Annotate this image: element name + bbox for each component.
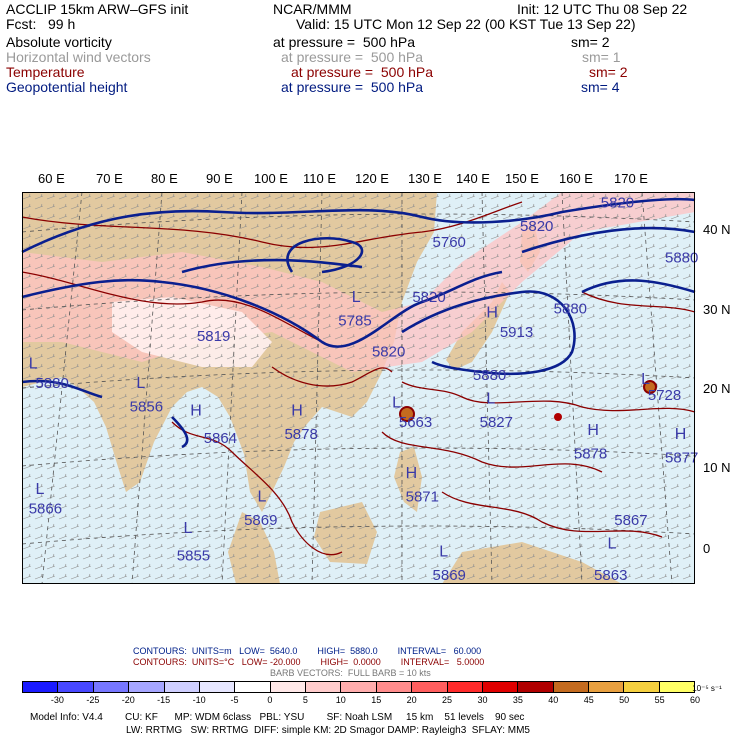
barb-vectors-info: BARB VECTORS: FULL BARB = 10 kts xyxy=(270,668,431,678)
height-label: 5855 xyxy=(176,547,211,565)
contours-height-info: CONTOURS: UNITS=m LOW= 5640.0 HIGH= 5880.0 INTERVAL= 60.000 xyxy=(133,646,482,656)
height-label: 5864 xyxy=(203,429,238,447)
height-label: 5877 xyxy=(665,449,699,467)
init-time: Init: 12 UTC Thu 08 Sep 22 xyxy=(517,1,688,17)
height-label: 5871 xyxy=(405,488,439,506)
vorticity-colorbar xyxy=(22,681,695,693)
colorbar-tick: -5 xyxy=(230,695,239,705)
high-center: H xyxy=(486,304,498,322)
height-label: 5867 xyxy=(614,512,648,530)
lon-label: 70 E xyxy=(96,171,123,186)
physics-info: LW: RRTMG SW: RRTMG DIFF: simple KM: 2D Smagor DAMP: Rayleigh3 SFLAY: MM5 xyxy=(126,725,530,736)
model-title: ACCLIP 15km ARW–GFS init xyxy=(6,1,189,17)
colorbar-swatch xyxy=(412,682,447,692)
lon-label: 60 E xyxy=(38,171,65,186)
vortex-marker xyxy=(554,413,562,421)
colorbar-tick: 15 xyxy=(371,695,382,705)
height-label: 5820 xyxy=(600,194,635,212)
lon-label: 150 E xyxy=(505,171,539,186)
height-label: 5880 xyxy=(553,300,588,318)
colorbar-tick: 50 xyxy=(619,695,630,705)
colorbar-tick: 5 xyxy=(302,695,308,705)
colorbar-swatch xyxy=(624,682,659,692)
colorbar-swatch xyxy=(554,682,589,692)
height-label: 5820 xyxy=(371,343,406,361)
colorbar-swatch xyxy=(129,682,164,692)
field-sm-vorticity: sm= 2 xyxy=(571,34,610,50)
lon-label: 170 E xyxy=(614,171,648,186)
colorbar-tick: -10 xyxy=(192,695,206,705)
colorbar-tick: 0 xyxy=(267,695,273,705)
colorbar-tick: 30 xyxy=(477,695,488,705)
contours-temp-info: CONTOURS: UNITS=°C LOW= -20.000 HIGH= 0.0000 INTERVAL= 5.0000 xyxy=(133,657,485,667)
colorbar-tick: 25 xyxy=(442,695,453,705)
high-center: H xyxy=(405,465,418,483)
low-center: L xyxy=(486,390,496,408)
colorbar-swatch xyxy=(271,682,306,692)
low-center: L xyxy=(257,488,267,506)
lon-label: 90 E xyxy=(206,171,233,186)
low-center: L xyxy=(35,480,45,498)
colorbar-tick: 35 xyxy=(512,695,523,705)
field-level-wind: at pressure = 500 hPa xyxy=(281,49,424,65)
field-level-temperature: at pressure = 500 hPa xyxy=(291,64,434,80)
lon-label: 140 E xyxy=(456,171,490,186)
colorbar-tick: -20 xyxy=(121,695,135,705)
height-label: 5856 xyxy=(129,398,164,416)
low-center: L xyxy=(607,535,617,553)
low-center: L xyxy=(392,394,402,412)
low-center: L xyxy=(351,288,361,306)
colorbar-swatch xyxy=(518,682,553,692)
height-label: 5820 xyxy=(520,218,554,236)
colorbar-swatch xyxy=(165,682,200,692)
field-name-height: Geopotential height xyxy=(6,79,128,95)
field-name-wind: Horizontal wind vectors xyxy=(6,49,151,65)
wind-barbs xyxy=(22,192,695,584)
colorbar-tick: 55 xyxy=(654,695,665,705)
height-label: 5880 xyxy=(35,375,69,392)
lat-label: 0 xyxy=(703,541,711,556)
colorbar-unit: 10⁻⁵ s⁻¹ xyxy=(692,684,722,693)
height-label: 5869 xyxy=(432,567,466,585)
colorbar-swatch xyxy=(58,682,93,692)
lon-label: 130 E xyxy=(408,171,442,186)
colorbar-swatch xyxy=(235,682,270,692)
low-center: L xyxy=(439,543,449,561)
low-center: L xyxy=(28,355,38,373)
height-label: 5913 xyxy=(499,324,534,342)
lat-label: 20 N xyxy=(703,381,731,396)
colorbar-swatch xyxy=(94,682,129,692)
lon-label: 110 E xyxy=(303,171,337,186)
height-label: 5878 xyxy=(284,425,318,443)
colorbar-tick: 45 xyxy=(583,695,594,705)
colorbar-tick: 60 xyxy=(689,695,701,705)
colorbar-swatch xyxy=(306,682,341,692)
colorbar-swatch xyxy=(23,682,58,692)
height-label: 5869 xyxy=(244,512,278,530)
height-label: 5663 xyxy=(398,414,433,432)
center-label: NCAR/MMM xyxy=(273,1,352,17)
field-level-vorticity: at pressure = 500 hPa xyxy=(273,34,416,50)
lat-label: 10 N xyxy=(703,460,731,475)
low-center: L xyxy=(183,520,193,538)
valid-time: Valid: 15 UTC Mon 12 Sep 22 (00 KST Tue 13 Sep 22) xyxy=(296,16,636,32)
colorbar-swatch xyxy=(341,682,376,692)
colorbar-swatch xyxy=(448,682,483,692)
field-name-temperature: Temperature xyxy=(6,64,85,80)
height-label: 5760 xyxy=(432,233,466,251)
high-center: H xyxy=(190,402,202,420)
colorbar-swatch xyxy=(589,682,624,692)
field-sm-height: sm= 4 xyxy=(581,79,620,95)
colorbar-swatch xyxy=(200,682,235,692)
colorbar-tick: -15 xyxy=(157,695,171,705)
height-label: 5820 xyxy=(412,288,446,306)
high-center: H xyxy=(587,422,599,440)
colorbar-swatch xyxy=(377,682,412,692)
high-center: H xyxy=(674,425,687,443)
colorbar-tick: -25 xyxy=(86,695,100,705)
colorbar-tick: 10 xyxy=(335,695,346,705)
model-info: Model Info: V4.4 CU: KF MP: WDM 6class PBL: YSU SF: Noah LSM 15 km 51 levels 90 sec xyxy=(30,712,525,723)
field-sm-wind: sm= 1 xyxy=(582,49,621,65)
height-label: 5785 xyxy=(338,312,372,330)
colorbar-swatch xyxy=(660,682,694,692)
lon-label: 80 E xyxy=(151,171,178,186)
lat-label: 30 N xyxy=(703,302,731,317)
field-name-vorticity: Absolute vorticity xyxy=(6,34,112,50)
field-level-height: at pressure = 500 hPa xyxy=(281,79,424,95)
low-center: L xyxy=(136,375,146,392)
lat-label: 40 N xyxy=(703,222,731,237)
height-label: 5880 xyxy=(665,249,699,267)
lon-label: 160 E xyxy=(559,171,593,186)
high-center: H xyxy=(291,402,303,420)
colorbar-tick: -30 xyxy=(50,695,64,705)
height-label: 5878 xyxy=(573,445,608,463)
lon-label: 100 E xyxy=(254,171,288,186)
forecast-hour: Fcst: 99 h xyxy=(6,16,76,32)
lon-label: 120 E xyxy=(355,171,389,186)
height-label: 5819 xyxy=(196,327,231,345)
colorbar-tick: 40 xyxy=(548,695,559,705)
field-sm-temperature: sm= 2 xyxy=(589,64,628,80)
height-label: 5863 xyxy=(594,567,628,585)
weather-map xyxy=(22,192,699,585)
colorbar-swatch xyxy=(483,682,518,692)
height-label: 5728 xyxy=(647,386,682,404)
low-center: L xyxy=(641,371,651,389)
height-label: 5866 xyxy=(28,500,63,518)
colorbar-tick: 20 xyxy=(406,695,417,705)
height-label: 5827 xyxy=(479,414,514,432)
height-label: 5880 xyxy=(472,367,507,385)
